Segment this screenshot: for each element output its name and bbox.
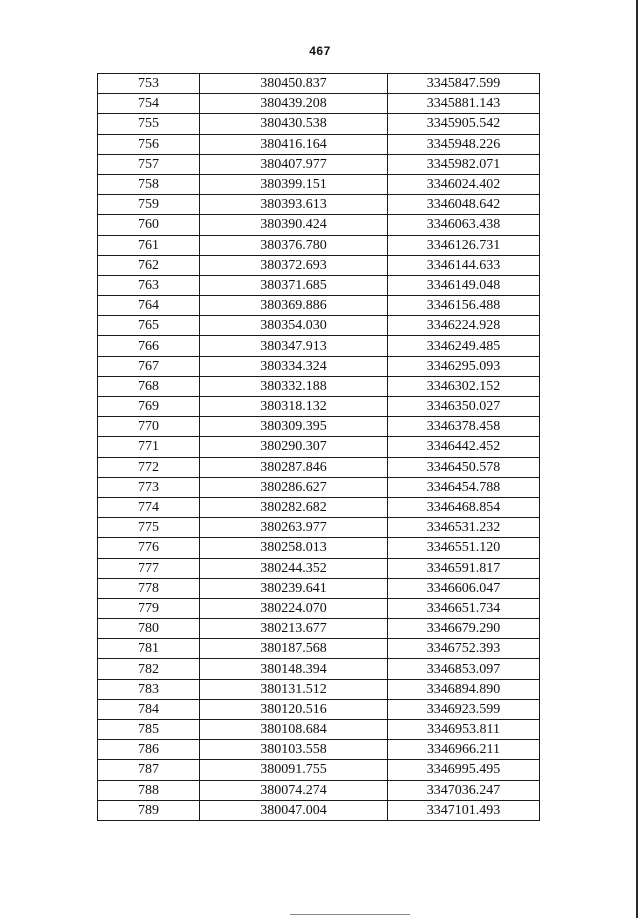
x-coordinate-cell: 380091.755 [200, 760, 388, 780]
table-row [98, 94, 540, 114]
x-coordinate-cell: 380108.684 [200, 720, 388, 740]
y-coordinate-cell: 3345948.226 [388, 134, 540, 154]
y-coordinate-cell: 3346126.731 [388, 235, 540, 255]
table-row [98, 760, 540, 780]
y-coordinate-cell: 3346295.093 [388, 356, 540, 376]
table-row [98, 457, 540, 477]
point-number-cell: 767 [98, 356, 200, 376]
point-number-cell: 788 [98, 780, 200, 800]
x-coordinate-cell: 380390.424 [200, 215, 388, 235]
table-row [98, 275, 540, 295]
point-number-cell: 762 [98, 255, 200, 275]
x-coordinate-cell: 380399.151 [200, 174, 388, 194]
y-coordinate-cell: 3346679.290 [388, 619, 540, 639]
table-row [98, 316, 540, 336]
y-coordinate-cell: 3346378.458 [388, 417, 540, 437]
y-coordinate-cell: 3346606.047 [388, 578, 540, 598]
x-coordinate-cell: 380287.846 [200, 457, 388, 477]
x-coordinate-cell: 380371.685 [200, 275, 388, 295]
table-row [98, 740, 540, 760]
table-row [98, 639, 540, 659]
x-coordinate-cell: 380074.274 [200, 780, 388, 800]
x-coordinate-cell: 380244.352 [200, 558, 388, 578]
y-coordinate-cell: 3346454.788 [388, 477, 540, 497]
y-coordinate-cell: 3346144.633 [388, 255, 540, 275]
x-coordinate-cell: 380450.837 [200, 74, 388, 94]
point-number-cell: 778 [98, 578, 200, 598]
y-coordinate-cell: 3347101.493 [388, 800, 540, 820]
point-number-cell: 759 [98, 195, 200, 215]
point-number-cell: 777 [98, 558, 200, 578]
point-number-cell: 773 [98, 477, 200, 497]
x-coordinate-cell: 380430.538 [200, 114, 388, 134]
y-coordinate-cell: 3346063.438 [388, 215, 540, 235]
point-number-cell: 786 [98, 740, 200, 760]
x-coordinate-cell: 380369.886 [200, 296, 388, 316]
point-number-cell: 775 [98, 518, 200, 538]
point-number-cell: 754 [98, 94, 200, 114]
table-row [98, 437, 540, 457]
table-row [98, 598, 540, 618]
table-row [98, 720, 540, 740]
point-number-cell: 772 [98, 457, 200, 477]
point-number-cell: 770 [98, 417, 200, 437]
point-number-cell: 764 [98, 296, 200, 316]
coordinates-table-container [97, 73, 540, 821]
x-coordinate-cell: 380286.627 [200, 477, 388, 497]
footer-mark [290, 914, 410, 915]
table-row [98, 74, 540, 94]
x-coordinate-cell: 380213.677 [200, 619, 388, 639]
table-row [98, 134, 540, 154]
y-coordinate-cell: 3346953.811 [388, 720, 540, 740]
point-number-cell: 761 [98, 235, 200, 255]
point-number-cell: 756 [98, 134, 200, 154]
y-coordinate-cell: 3346302.152 [388, 376, 540, 396]
x-coordinate-cell: 380347.913 [200, 336, 388, 356]
x-coordinate-cell: 380393.613 [200, 195, 388, 215]
x-coordinate-cell: 380407.977 [200, 154, 388, 174]
coordinates-table-body [98, 74, 540, 821]
x-coordinate-cell: 380047.004 [200, 800, 388, 820]
x-coordinate-cell: 380282.682 [200, 497, 388, 517]
y-coordinate-cell: 3345905.542 [388, 114, 540, 134]
table-row [98, 114, 540, 134]
table-row [98, 558, 540, 578]
point-number-cell: 784 [98, 699, 200, 719]
x-coordinate-cell: 380376.780 [200, 235, 388, 255]
table-row [98, 174, 540, 194]
y-coordinate-cell: 3346591.817 [388, 558, 540, 578]
x-coordinate-cell: 380309.395 [200, 417, 388, 437]
point-number-cell: 765 [98, 316, 200, 336]
page-number: 467 [309, 44, 331, 58]
y-coordinate-cell: 3345982.071 [388, 154, 540, 174]
point-number-cell: 768 [98, 376, 200, 396]
x-coordinate-cell: 380372.693 [200, 255, 388, 275]
point-number-cell: 769 [98, 397, 200, 417]
y-coordinate-cell: 3346995.495 [388, 760, 540, 780]
y-coordinate-cell: 3346966.211 [388, 740, 540, 760]
x-coordinate-cell: 380187.568 [200, 639, 388, 659]
point-number-cell: 771 [98, 437, 200, 457]
y-coordinate-cell: 3346752.393 [388, 639, 540, 659]
table-row [98, 154, 540, 174]
table-row [98, 679, 540, 699]
y-coordinate-cell: 3346551.120 [388, 538, 540, 558]
y-coordinate-cell: 3346894.890 [388, 679, 540, 699]
point-number-cell: 766 [98, 336, 200, 356]
point-number-cell: 780 [98, 619, 200, 639]
y-coordinate-cell: 3346249.485 [388, 336, 540, 356]
table-row [98, 356, 540, 376]
x-coordinate-cell: 380290.307 [200, 437, 388, 457]
y-coordinate-cell: 3346149.048 [388, 275, 540, 295]
page-edge [636, 0, 638, 918]
point-number-cell: 776 [98, 538, 200, 558]
point-number-cell: 779 [98, 598, 200, 618]
y-coordinate-cell: 3347036.247 [388, 780, 540, 800]
y-coordinate-cell: 3346531.232 [388, 518, 540, 538]
table-row [98, 659, 540, 679]
y-coordinate-cell: 3346853.097 [388, 659, 540, 679]
y-coordinate-cell: 3346024.402 [388, 174, 540, 194]
point-number-cell: 763 [98, 275, 200, 295]
y-coordinate-cell: 3346651.734 [388, 598, 540, 618]
table-row [98, 800, 540, 820]
point-number-cell: 755 [98, 114, 200, 134]
table-row [98, 336, 540, 356]
point-number-cell: 787 [98, 760, 200, 780]
y-coordinate-cell: 3345881.143 [388, 94, 540, 114]
point-number-cell: 783 [98, 679, 200, 699]
point-number-cell: 774 [98, 497, 200, 517]
point-number-cell: 758 [98, 174, 200, 194]
table-row [98, 518, 540, 538]
y-coordinate-cell: 3346224.928 [388, 316, 540, 336]
table-row [98, 497, 540, 517]
point-number-cell: 757 [98, 154, 200, 174]
x-coordinate-cell: 380263.977 [200, 518, 388, 538]
x-coordinate-cell: 380131.512 [200, 679, 388, 699]
point-number-cell: 785 [98, 720, 200, 740]
x-coordinate-cell: 380416.164 [200, 134, 388, 154]
table-row [98, 195, 540, 215]
y-coordinate-cell: 3346923.599 [388, 699, 540, 719]
coordinates-table [97, 73, 540, 821]
y-coordinate-cell: 3346156.488 [388, 296, 540, 316]
table-row [98, 780, 540, 800]
table-row [98, 538, 540, 558]
point-number-cell: 789 [98, 800, 200, 820]
point-number-cell: 781 [98, 639, 200, 659]
x-coordinate-cell: 380224.070 [200, 598, 388, 618]
y-coordinate-cell: 3346048.642 [388, 195, 540, 215]
point-number-cell: 753 [98, 74, 200, 94]
y-coordinate-cell: 3346450.578 [388, 457, 540, 477]
x-coordinate-cell: 380239.641 [200, 578, 388, 598]
x-coordinate-cell: 380120.516 [200, 699, 388, 719]
y-coordinate-cell: 3345847.599 [388, 74, 540, 94]
x-coordinate-cell: 380332.188 [200, 376, 388, 396]
table-row [98, 376, 540, 396]
x-coordinate-cell: 380318.132 [200, 397, 388, 417]
x-coordinate-cell: 380334.324 [200, 356, 388, 376]
x-coordinate-cell: 380354.030 [200, 316, 388, 336]
point-number-cell: 760 [98, 215, 200, 235]
table-row [98, 215, 540, 235]
table-row [98, 619, 540, 639]
table-row [98, 255, 540, 275]
y-coordinate-cell: 3346442.452 [388, 437, 540, 457]
y-coordinate-cell: 3346350.027 [388, 397, 540, 417]
table-row [98, 477, 540, 497]
x-coordinate-cell: 380103.558 [200, 740, 388, 760]
table-row [98, 417, 540, 437]
x-coordinate-cell: 380148.394 [200, 659, 388, 679]
table-row [98, 397, 540, 417]
table-row [98, 699, 540, 719]
table-row [98, 578, 540, 598]
table-row [98, 296, 540, 316]
table-row [98, 235, 540, 255]
x-coordinate-cell: 380439.208 [200, 94, 388, 114]
y-coordinate-cell: 3346468.854 [388, 497, 540, 517]
point-number-cell: 782 [98, 659, 200, 679]
x-coordinate-cell: 380258.013 [200, 538, 388, 558]
